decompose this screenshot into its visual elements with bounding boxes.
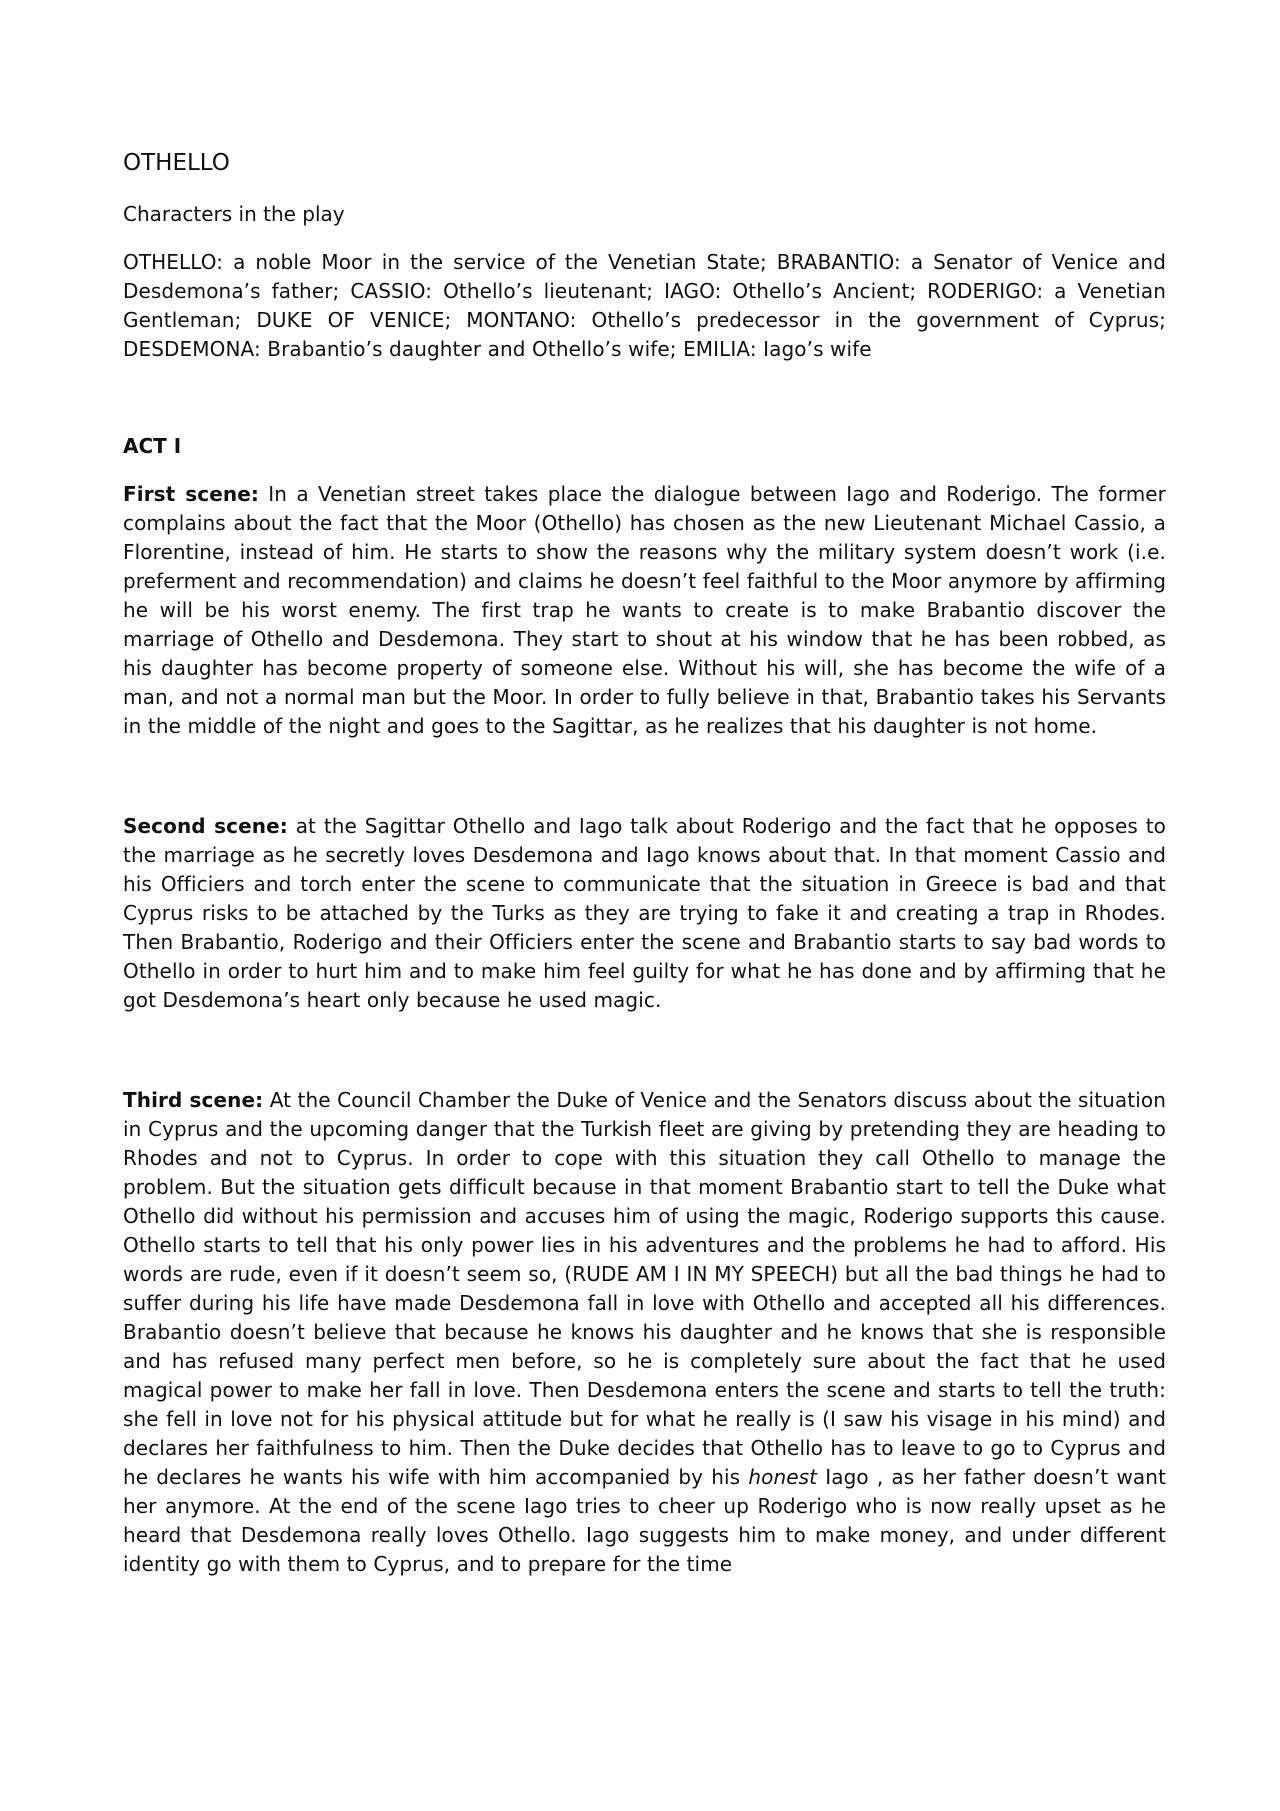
third-scene-emphasis: honest — [748, 1465, 818, 1489]
first-scene-label: First scene: — [123, 482, 259, 506]
first-scene-text: In a Venetian street takes place the dialogue between Iago and Roderigo. The former complains about the fact that the Moor (Othello) has chosen as the new Lieutenant Michael Cassio, a Florentine, instead of him. He starts to show the reasons why the military system doesn’t work (i.e. preferment and recommendation) and claims he doesn’t feel faithful to the Moor anymore by affirming he will be his worst enemy. The first trap he wants to create is to make Brabantio discover the marriage of Othello and Desdemona. They start to shout at his window that he has been robbed, as his daughter has become property of someone else. Without his will, she has become the wife of a man, and not a normal man but the Moor. In order to fully believe in that, Brabantio takes his Servants in the middle of the night and goes to the Sagittar, as he realizes that his daughter is not home. — [123, 482, 1167, 738]
characters-paragraph: OTHELLO: a noble Moor in the service of the Venetian State; BRABANTIO: a Senator of Venice and Desdemona’s father; CASSIO: Othello’s lieutenant; IAGO: Othello’s Ancient; RODERIGO: a Venetian Gentleman; DUKE OF VENICE; MONTANO: Othello’s predecessor in the government of Cyprus; DESDEMONA: Brabantio’s daughter and Othello’s wife; EMILIA: Iago’s wife — [123, 250, 1166, 361]
third-scene-paragraph — [123, 1086, 1166, 1579]
characters-heading: Characters in the play — [123, 202, 345, 226]
first-scene-paragraph — [123, 480, 1166, 741]
third-scene-label: Third scene: — [123, 1088, 264, 1112]
third-scene-text-1: At the Council Chamber the Duke of Venice and the Senators discuss about the situation in Cyprus and the upcoming danger that the Turkish fleet are giving by pretending they are heading to Rhodes and not to Cyprus. In order to cope with this situation they call Othello to manage the problem. But the situation gets difficult because in that moment Brabantio start to tell the Duke what Othello did without his permission and accuses him of using the magic, Roderigo supports this cause. Othello starts to tell that his only power lies in his adventures and the problems he had to afford. His words are rude, even if it doesn’t seem so, (RUDE AM I IN MY SPEECH) but all the bad things he had to suffer during his life have made Desdemona fall in love with Othello and accepted all his differences. Brabantio doesn’t believe that because he knows his daughter and he knows that she is responsible and has refused many perfect men before, so he is completely sure about the fact that he used magical power to make her fall in love. Then Desdemona enters the scene and starts to tell the truth: she fell in love not for his physical attitude but for what he really is (I saw his visage in his mind) and declares her faithfulness to him. Then the Duke decides that Othello has to leave to go to Cyprus and he declares he wants his wife with him accompanied by his — [123, 1088, 1166, 1489]
document-body — [123, 148, 1166, 1579]
second-scene-label: Second scene: — [123, 814, 288, 838]
second-scene-paragraph — [123, 812, 1166, 1015]
document-title: OTHELLO — [123, 150, 230, 176]
act-heading: ACT I — [123, 434, 182, 458]
second-scene-text: at the Sagittar Othello and Iago talk about Roderigo and the fact that he opposes to the marriage as he secretly loves Desdemona and Iago knows about that. In that moment Cassio and his Officiers and torch enter the scene to communicate that the situation in Greece is bad and that Cyprus risks to be attached by the Turks as they are trying to fake it and creating a trap in Rhodes. Then Brabantio, Roderigo and their Officiers enter the scene and Brabantio starts to say bad words to Othello in order to hurt him and to make him feel guilty for what he has done and by affirming that he got Desdemona’s heart only because he used magic. — [123, 814, 1166, 1012]
third-scene-text-2: Iago , as her father doesn’t want her anymore. At the end of the scene Iago tries to cheer up Roderigo who is now really upset as he heard that Desdemona really loves Othello. Iago suggests him to make money, and under different identity go with them to Cyprus, and to prepare for the time — [123, 1465, 1167, 1576]
